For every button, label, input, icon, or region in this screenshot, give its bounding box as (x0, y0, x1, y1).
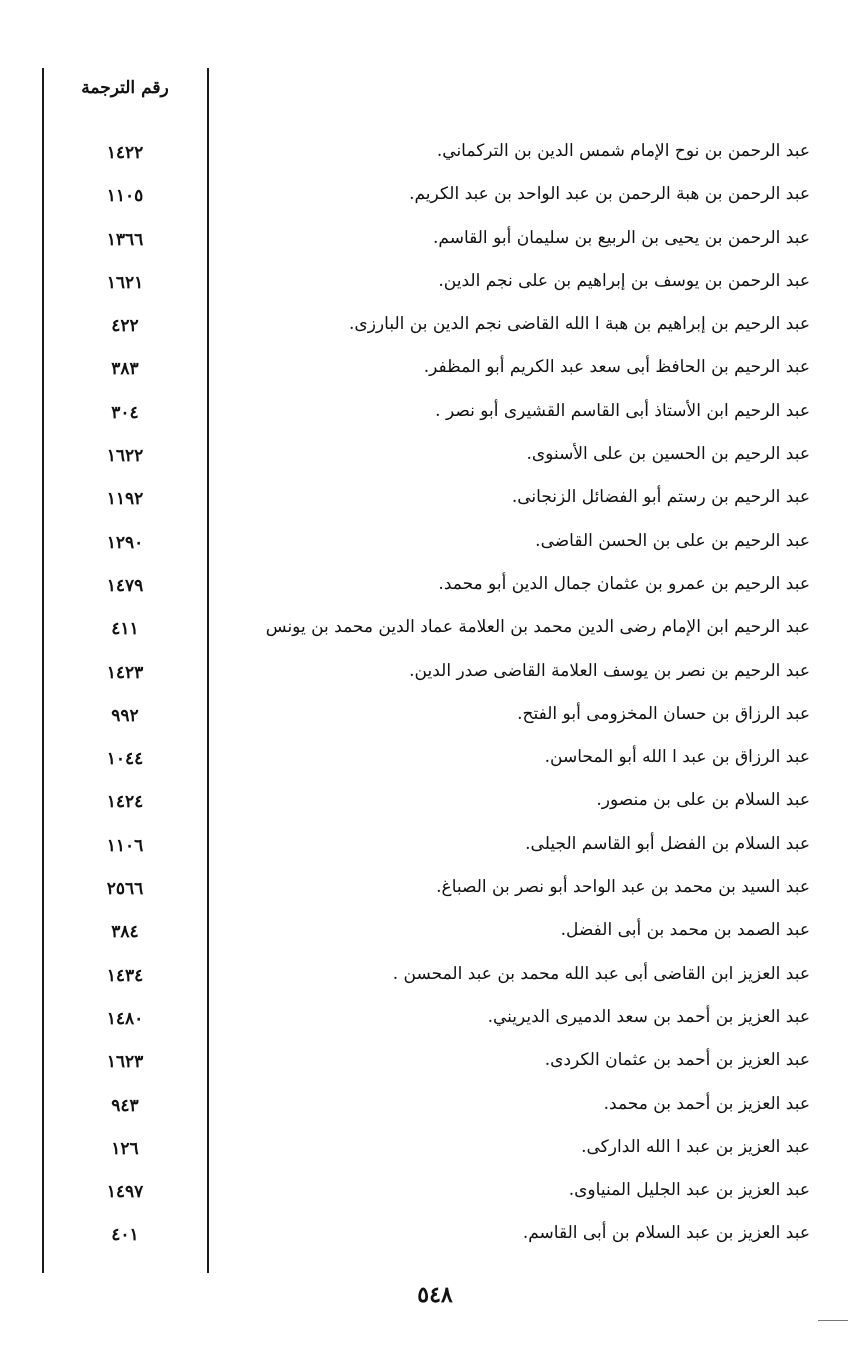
entry-name: عبد العزيز بن عبد ا الله الداركى. (581, 1136, 810, 1157)
entry-number: ١٦٢٣ (106, 1052, 144, 1073)
list-item (50, 438, 810, 481)
left-border-rule (42, 68, 44, 1273)
entry-number: ١٤٢٢ (106, 143, 144, 163)
entry-number: ١١٠٥ (106, 186, 144, 207)
list-item (50, 1001, 810, 1044)
entry-number: ٣٠٤ (111, 402, 139, 423)
entry-number: ٤١١ (111, 619, 139, 640)
entry-name: عبد الرحمن بن يوسف بن إبراهيم بن على نجم الدين. (438, 270, 810, 291)
entry-name: عبد الرحيم بن إبراهيم بن هبة ا الله القاضى نجم الدين بن البارزى. (349, 314, 810, 335)
entry-number: ١٦٢١ (106, 272, 144, 293)
entry-name: عبد الرحيم بن الحسين بن على الأسنوى. (526, 444, 810, 465)
entry-number: ٣٨٣ (111, 359, 139, 380)
list-item (50, 178, 810, 221)
entry-name: عبد الرحيم بن الحافظ أبى سعد عبد الكريم أبو المظفر. (423, 357, 810, 378)
list-item (50, 871, 810, 914)
entry-name: عبد الرزاق بن عبد ا الله أبو المحاسن. (544, 747, 810, 768)
entry-name: عبد الرزاق بن حسان المخزومى أبو الفتح. (517, 703, 810, 724)
entry-number: ١١٠٦ (106, 835, 144, 856)
entry-name: عبد الرحيم بن رستم أبو الفضائل الزنجانى. (511, 487, 810, 508)
entry-name: عبد الرحيم بن على بن الحسن القاضى. (535, 530, 810, 551)
list-item (50, 828, 810, 871)
entry-number: ١٠٤٤ (106, 749, 144, 770)
list-item (50, 525, 810, 568)
entry-name: عبد العزيز بن عبد الجليل المنياوى. (568, 1180, 810, 1201)
entry-name: عبد الرحمن بن هبة الرحمن بن عبد الواحد بن عبد الكريم. (409, 184, 810, 205)
entry-name: عبد الرحمن بن نوح الإمام شمس الدين بن التركماني. (436, 141, 810, 161)
entry-number: ١٢٩٠ (106, 532, 144, 553)
list-item (50, 568, 810, 611)
entry-number: ١٤٣٤ (106, 965, 144, 986)
entry-number: ١٣٦٦ (106, 229, 144, 250)
list-item (50, 481, 810, 524)
entry-name: عبد الرحيم ابن الأستاذ أبى القاسم القشيرى أبو نصر . (435, 400, 810, 421)
entry-name: عبد العزيز بن عبد السلام بن أبى القاسم. (522, 1223, 810, 1244)
list-item (50, 958, 810, 1001)
entry-name: عبد العزيز بن أحمد بن سعد الدميرى الديريني. (487, 1006, 810, 1027)
list-item (50, 135, 810, 178)
list-item (50, 611, 810, 654)
list-item (50, 308, 810, 351)
entry-number: ١٤٩٧ (106, 1182, 144, 1203)
entry-name: عبد العزيز بن أحمد بن عثمان الكردى. (544, 1050, 810, 1071)
entry-number: ٩٤٣ (111, 1095, 139, 1116)
entry-number: ٤٠١ (111, 1225, 139, 1246)
entry-number: ٣٨٤ (111, 922, 139, 943)
entry-number: ١٢٦ (111, 1138, 139, 1159)
entry-number: ١٤٢٤ (106, 792, 144, 813)
list-item (50, 741, 810, 784)
list-item (50, 351, 810, 394)
corner-mark (818, 1320, 848, 1321)
entry-number: ٢٥٦٦ (106, 879, 144, 900)
list-item (50, 655, 810, 698)
entry-number: ١٤٧٩ (106, 575, 144, 596)
entry-number: ١٦٢٢ (106, 446, 144, 467)
list-item (50, 222, 810, 265)
entry-name: عبد السلام بن على بن منصور. (596, 790, 810, 811)
entry-name: عبد العزيز ابن القاضى أبى عبد الله محمد بن عبد المحسن . (392, 963, 810, 984)
list-item (50, 1131, 810, 1174)
page-number: ٥٤٨ (417, 1282, 453, 1308)
list-item (50, 395, 810, 438)
column-header: رقم الترجمة (81, 78, 169, 98)
entry-name: عبد الرحمن بن يحيى بن الربيع بن سليمان أبو القاسم. (433, 227, 810, 248)
entry-name: عبد الرحيم بن عمرو بن عثمان جمال الدين أبو محمد. (438, 573, 810, 594)
list-item (50, 1174, 810, 1217)
list-item (50, 784, 810, 827)
list-item (50, 914, 810, 957)
list-item (50, 1088, 810, 1131)
entry-name: عبد السيد بن محمد بن عبد الواحد أبو نصر بن الصباغ. (436, 877, 810, 898)
entry-name: عبد الرحيم ابن الإمام رضى الدين محمد بن العلامة عماد الدين محمد بن يونس (265, 617, 810, 638)
entry-number: ١٤٨٠ (106, 1008, 144, 1029)
entry-name: عبد العزيز بن أحمد بن محمد. (603, 1093, 810, 1114)
entry-number: ٩٩٢ (111, 705, 139, 726)
entry-number: ٤٢٢ (111, 316, 139, 337)
entry-number: ١٤٢٣ (106, 662, 144, 683)
entry-list (50, 135, 810, 1261)
list-item (50, 1217, 810, 1260)
entry-number: ١١٩٢ (106, 489, 144, 510)
list-item (50, 1044, 810, 1087)
entry-name: عبد الصمد بن محمد بن أبى الفضل. (560, 920, 810, 941)
entry-name: عبد الرحيم بن نصر بن يوسف العلامة القاضى صدر الدين. (409, 660, 810, 681)
entry-name: عبد السلام بن الفضل أبو القاسم الجيلى. (525, 833, 810, 854)
list-item (50, 265, 810, 308)
list-item (50, 698, 810, 741)
